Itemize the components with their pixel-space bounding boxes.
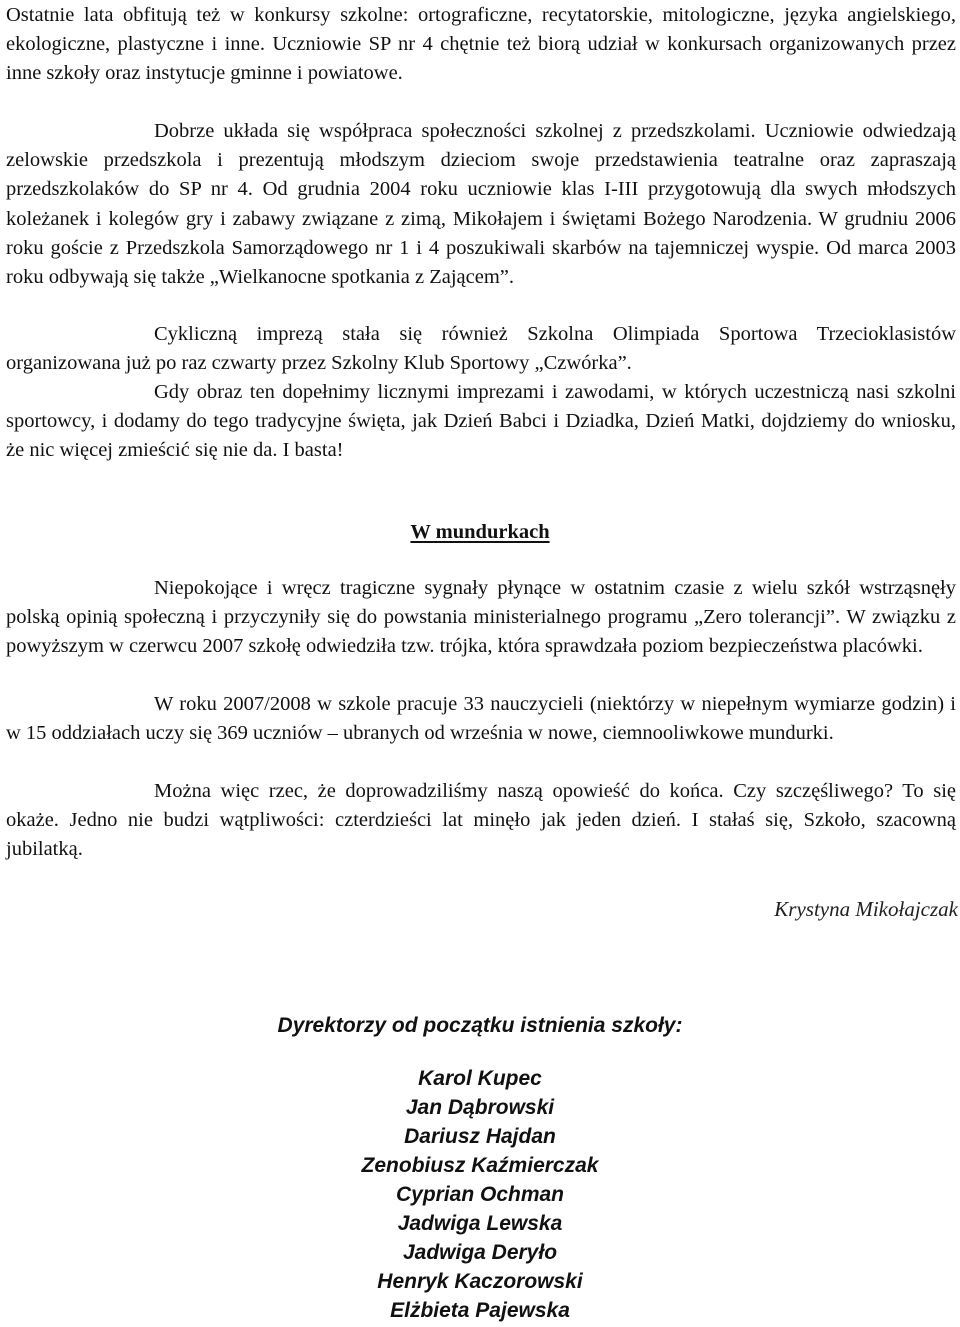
director-name: Dariusz Hajdan bbox=[404, 1125, 556, 1148]
paragraph-school-contests: Ostatnie lata obfitują też w konkursy szkolne: ortograficzne, recytatorskie, mitologiczne, języka angielskiego, ekologiczne, plastyczne i inne. Uczniowie SP nr 4 chętnie też biorą udział w konkursach organizowanych przez inne szkoły oraz instytucje gminne i powiatowe. bbox=[6, 4, 956, 85]
director-name: Elżbieta Pajewska bbox=[390, 1299, 570, 1322]
directors-title: Dyrektorzy od początku istnienia szkoły: bbox=[277, 1014, 683, 1037]
paragraph-zero-tolerance: Niepokojące i wręcz tragiczne sygnały płynące w ostatnim czasie z wielu szkół wstrząsnęły polską opinią społeczną i przyczyniły się do powstania ministerialnego programu „Zero tolerancji”. W związku z powyższym w czerwcu 2007 szkołę odwiedziła tzw. trójka, która sprawdzała poziom bezpieczeństwa placówki. bbox=[6, 577, 956, 658]
paragraph-school-statistics: W roku 2007/2008 w szkole pracuje 33 nauczycieli (niektórzy w niepełnym wymiarze godzin) i w 15 oddziałach uczy się 369 uczniów – ubranych od września w nowe, ciemnooliwkowe mundurki. bbox=[6, 693, 956, 745]
director-name: Jadwiga Lewska bbox=[397, 1212, 563, 1235]
paragraph-kindergarten-cooperation: Dobrze układa się współpraca społeczności szkolnej z przedszkolami. Uczniowie odwiedzają zelowskie przedszkola i prezentują młodszym dzieciom swoje przedstawienia teatralne oraz zapraszają przedszkolaków do SP nr 4. Od grudnia 2004 roku uczniowie klas I-III przygotowują dla swych młodszych koleżanek i kolegów gry i zabawy związane z zimą, Mikołajem i świętami Bożego Narodzenia. W grudniu 2006 roku goście z Przedszkola Samorządowego nr 1 i 4 poszukiwali skarbów na tajemniczej wyspie. Od marca 2003 roku odbywają się także „Wielkanocne spotkania z Zającem”. bbox=[6, 120, 956, 289]
section-heading-text: W mundurkach bbox=[410, 521, 550, 543]
paragraph-conclusion: Można więc rzec, że doprowadziliśmy naszą opowieść do końca. Czy szczęśliwego? To się okaże. Jedno nie budzi wątpliwości: czterdzieści lat minęło jak jeden dzień. I stałaś się, Szkoło, szacowną jubilatką. bbox=[6, 780, 956, 861]
director-name: Zenobiusz Kaźmierczak bbox=[361, 1154, 599, 1177]
director-name: Karol Kupec bbox=[418, 1067, 542, 1090]
author-signature: Krystyna Mikołajczak bbox=[774, 897, 958, 921]
section-heading bbox=[0, 518, 960, 547]
paragraph-events-summary: Gdy obraz ten dopełnimy licznymi imprezami i zawodami, w których uczestniczą nasi szkolni sportowcy, i dodamy do tego tradycyjne święta, jak Dzień Babci i Dziadka, Dzień Matki, dojdziemy do wniosku, że nic więcej zmieścić się nie da. I basta! bbox=[6, 381, 956, 462]
director-name: Jadwiga Deryło bbox=[402, 1241, 558, 1264]
paragraph-sports-olympiad: Cykliczną imprezą stała się również Szkolna Olimpiada Sportowa Trzecioklasistów organizowana już po raz czwarty przez Szkolny Klub Sportowy „Czwórka”. bbox=[6, 323, 956, 375]
director-name: Jan Dąbrowski bbox=[405, 1096, 555, 1119]
directors-list bbox=[0, 1064, 960, 1325]
director-name: Henryk Kaczorowski bbox=[377, 1270, 583, 1293]
director-name: Cyprian Ochman bbox=[395, 1183, 565, 1206]
